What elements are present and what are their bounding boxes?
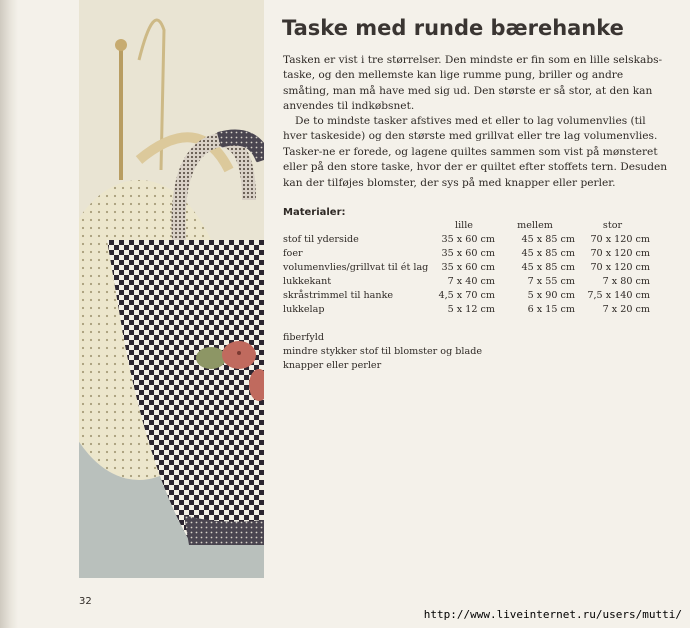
table-row bbox=[283, 303, 650, 317]
size-medium: 7 x 55 cm bbox=[527, 276, 575, 287]
materials-heading: Materialer: bbox=[283, 207, 346, 218]
size-large: 7 x 80 cm bbox=[602, 276, 650, 287]
column-header-large: stor bbox=[602, 220, 623, 231]
size-medium: 45 x 85 cm bbox=[521, 234, 575, 245]
size-small: 35 x 60 cm bbox=[441, 248, 495, 259]
size-medium: 45 x 85 cm bbox=[521, 248, 575, 259]
material-label: lukkelap bbox=[283, 304, 325, 315]
bag-photo bbox=[79, 0, 264, 578]
paragraph-text: De to mindste tasker afstives med et eller to lag volumenvlies (til hver taskeside) og den største med grillvat eller tre lag volumenvlies. Tasker-ne er forede, og lagene quiltes sammen som vist på mønsteret eller på den store taske, hvor der er quiltet efter stoffets tern. Desuden kan der tilføjes blomster, der sys på med knapper eller perler. bbox=[283, 115, 668, 189]
size-small: 7 x 40 cm bbox=[447, 276, 495, 287]
column-header-small: lille bbox=[455, 220, 473, 231]
list-item: fiberfyld bbox=[283, 332, 324, 343]
materials-table bbox=[283, 219, 650, 317]
intro-paragraph bbox=[283, 53, 671, 115]
paragraph-text: Tasken er vist i tre størrelser. Den mindste er fin som en lille selskabs-taske, og den mellemste kan lige rumme pung, briller og andre småting, man må have med sig ud. Den største er så stor, at den kan anvendes til indkøbsnet. bbox=[283, 54, 663, 113]
size-medium: 45 x 85 cm bbox=[521, 262, 575, 273]
material-label: lukkekant bbox=[283, 276, 332, 287]
book-spine-shadow bbox=[0, 0, 18, 628]
size-large: 70 x 120 cm bbox=[590, 248, 650, 259]
table-row bbox=[283, 275, 650, 289]
size-large: 7,5 x 140 cm bbox=[587, 290, 650, 301]
size-small: 35 x 60 cm bbox=[441, 262, 495, 273]
material-label: skråstrimmel til hanke bbox=[283, 290, 394, 301]
size-small: 5 x 12 cm bbox=[447, 304, 495, 315]
page-title: Taske med runde bærehanke bbox=[282, 16, 624, 40]
size-medium: 5 x 90 cm bbox=[527, 290, 575, 301]
material-label: stof til yderside bbox=[283, 234, 359, 245]
description-paragraph bbox=[283, 114, 671, 191]
list-item: mindre stykker stof til blomster og blade bbox=[283, 346, 483, 357]
table-row bbox=[283, 233, 650, 247]
material-label: volumenvlies/grillvat til ét lag bbox=[283, 262, 429, 273]
table-row bbox=[283, 289, 650, 303]
material-label: foer bbox=[283, 248, 303, 259]
source-url: http://www.liveinternet.ru/users/mutti/ bbox=[423, 608, 682, 621]
size-small: 35 x 60 cm bbox=[441, 234, 495, 245]
size-medium: 6 x 15 cm bbox=[527, 304, 575, 315]
list-item: knapper eller perler bbox=[283, 360, 382, 371]
table-row bbox=[283, 261, 650, 275]
table-header-row bbox=[283, 219, 650, 233]
size-large: 70 x 120 cm bbox=[590, 262, 650, 273]
extra-materials-list bbox=[283, 331, 482, 373]
size-small: 4,5 x 70 cm bbox=[438, 290, 495, 301]
page-number: 32 bbox=[79, 596, 92, 607]
size-large: 70 x 120 cm bbox=[590, 234, 650, 245]
column-header-medium: mellem bbox=[517, 220, 553, 231]
table-row bbox=[283, 247, 650, 261]
size-large: 7 x 20 cm bbox=[602, 304, 650, 315]
empty-header bbox=[283, 219, 433, 233]
